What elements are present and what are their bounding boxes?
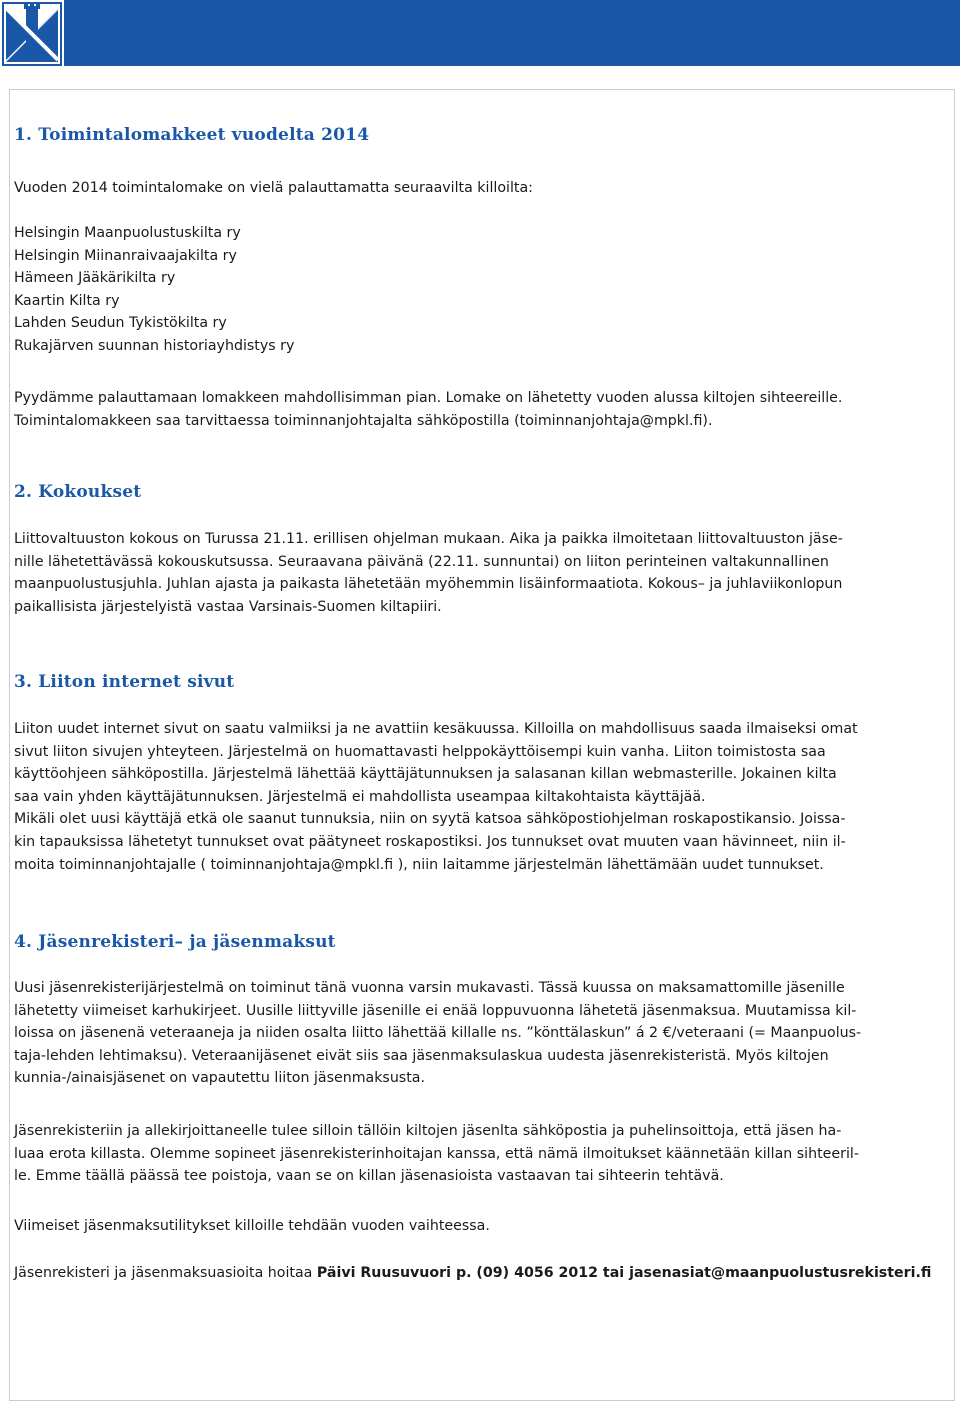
section-4-heading: 4. Jäsenrekisteri– ja jäsenmaksut	[14, 932, 336, 952]
section-3-body: Liiton uudet internet sivut on saatu valmiiksi ja ne avattiin kesäkuussa. Killoilla on mahdollisuus saada ilmaiseksi omat sivut liiton sivujen yhteyteen. Järjestelmä on huomattavasti helppokäyttöisempi kuin vanha. Liiton toimistosta saa käyttöohjeen sähköpostilla. Järjestelmä lähettää käyttäjätunnuksen ja salasanan killan webmasterille. Jokainen kilta saa vain yhden käyttäjätunnuksen. Järjestelmä ei mahdollista useampaa kiltakohtaista käyttäjää. Mikäli olet uusi käyttäjä etkä ole saanut tunnuksia, niin on syytä katsoa sähköpostiohjelman roskapostikansio. Joissa- kin tapauksissa lähetetyt tunnukset ovat päätyneet roskapostiksi. Jos tunnukset ovat muuten vaan hävinneet, niin il- moita toiminnanjohtajalle ( toiminnanjohtaja@mpkl.fi ), niin laitamme järjestelmän lähettämään uudet tunnukset.	[14, 721, 858, 873]
contact-prefix: Jäsenrekisteri ja jäsenmaksuasioita hoitaa	[14, 1265, 317, 1281]
section-4-paragraph-1: Uusi jäsenrekisterijärjestelmä on toiminut tänä vuonna varsin mukavasti. Tässä kuussa on maksamattomille jäsenille lähetetty viimeiset karhukirjeet. Uusille liittyville jäsenille ei enää loppuvuonna lähetetä jäsenmaksua. Muutamissa kil- loissa on jäsenenä veteraaneja ja niiden osalta liitto lähettää killalle ns. ”könttälaskun” á 2 €/veteraani (= Maanpuolus- taja-lehden lehtimaksu). Veteraanijäsenet eivät siis saa jäsenmaksulaskua uudesta jäsenrekisteristä. Myös kiltojen kunnia-/ainaisjäsenet on vapautettu liiton jäsenmaksusta.	[14, 980, 862, 1087]
guild-list	[14, 222, 946, 358]
section-4-contact	[14, 1262, 946, 1285]
contact-details: Päivi Ruusuvuori p. (09) 4056 2012 tai jasenasiat@maanpuolustusrekisteri.fi	[316, 1265, 932, 1281]
list-item: Hämeen Jääkärikilta ry	[14, 270, 176, 287]
section-1-intro: Vuoden 2014 toimintalomake on vielä palauttamatta seuraavilta killoilta:	[14, 180, 533, 196]
castle-tower-logo-icon	[2, 0, 62, 66]
section-4-paragraph-3: Viimeiset jäsenmaksutilitykset killoille tehdään vuoden vaihteessa.	[14, 1218, 490, 1234]
list-item: Rukajärven suunnan historiayhdistys ry	[14, 337, 295, 354]
list-item: Helsingin Maanpuolustuskilta ry	[14, 225, 241, 241]
section-1-heading: 1. Toimintalomakkeet vuodelta 2014	[14, 125, 370, 145]
section-3-heading: 3. Liiton internet sivut	[14, 672, 235, 692]
section-4-paragraph-2: Jäsenrekisteriin ja allekirjoittaneelle tulee silloin tällöin kiltojen jäsenlta sähköpostia ja puhelinsoittoja, että jäsen ha- luaa erota killasta. Olemme sopineet jäsenrekisterinhoitajan kanssa, että nämä ilmoitukset käännetään killan sihteeril- le. Emme täällä päässä tee poistoja, vaan se on killan jäsenasioista vastaavan tai sihteerin tehtävä.	[14, 1123, 859, 1185]
header-bar	[64, 0, 960, 66]
list-item: Helsingin Miinanraivaajakilta ry	[14, 247, 237, 264]
section-2-heading: 2. Kokoukset	[14, 482, 142, 502]
list-item: Lahden Seudun Tykistökilta ry	[14, 315, 227, 332]
section-2-body: Liittovaltuuston kokous on Turussa 21.11. erillisen ohjelman mukaan. Aika ja paikka ilmoitetaan liittovaltuuston jäse- nille lähetettävässä kokouskutsussa. Seuraavana päivänä (22.11. sunnuntai) on liiton perinteinen valtakunnallinen maanpuolustusjuhla. Juhlan ajasta ja paikasta lähetetään myöhemmin lisäinformaatiota. Kokous– ja juhlaviikonlopun paikallisista järjestelyistä vastaa Varsinais-Suomen kiltapiiri.	[14, 531, 843, 615]
list-item: Kaartin Kilta ry	[14, 292, 120, 309]
section-1-request: Pyydämme palauttamaan lomakkeen mahdollisimman pian. Lomake on lähetetty vuoden alussa kiltojen sihteereille. Toimintalomakkeen saa tarvittaessa toiminnanjohtajalta sähköpostilla (toiminnanjohtaja@mpkl.fi).	[14, 390, 843, 429]
